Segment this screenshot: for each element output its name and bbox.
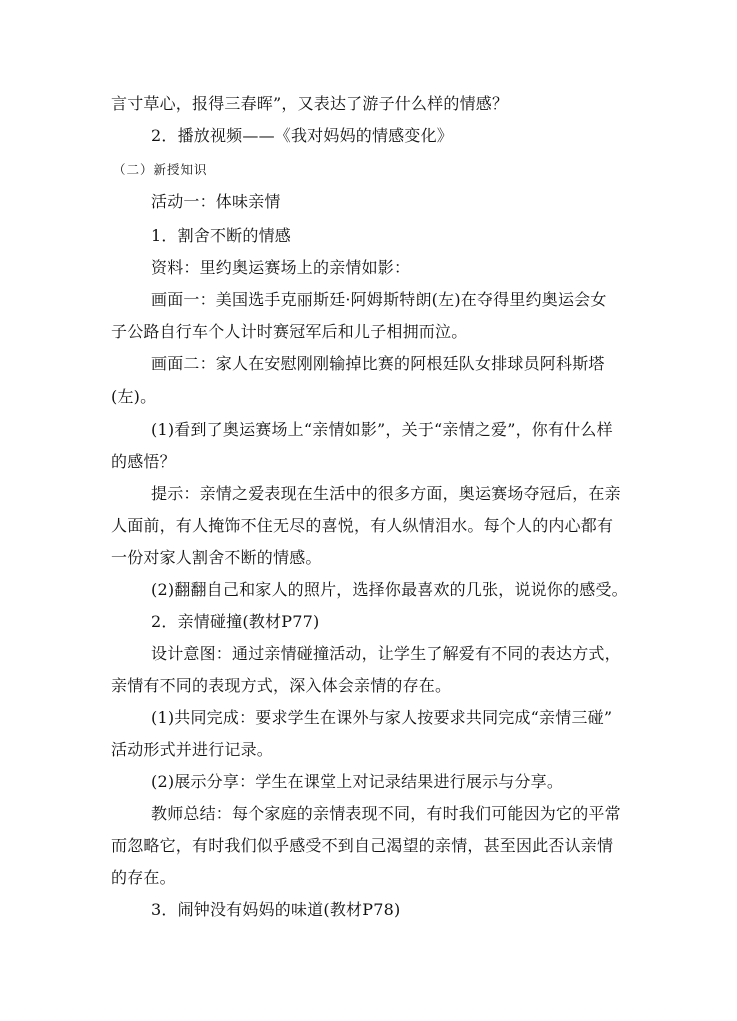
text-line: 人面前，有人掩饰不住无尽的喜悦，有人纵情泪水。每个人的内心都有 <box>111 516 614 535</box>
text-line: 2．亲情碰撞(教材P77) <box>151 612 320 631</box>
text-line: 提示：亲情之爱表现在生活中的很多方面，奥运赛场夺冠后，在亲 <box>151 484 621 503</box>
text-line: 活动形式并进行记录。 <box>111 740 274 759</box>
text-line: 资料：里约奥运赛场上的亲情如影： <box>151 258 411 277</box>
text-line: (2)展示分享：学生在课堂上对记录结果进行展示与分享。 <box>151 772 564 791</box>
text-line: 子公路自行车个人计时赛冠军后和儿子相拥而泣。 <box>111 322 468 341</box>
text-line: (左)。 <box>111 387 157 406</box>
section-heading: （二）新授知识 <box>113 162 208 177</box>
text-line: (1)看到了奥运赛场上“亲情如影”，关于“亲情之爱”，你有什么样 <box>151 420 613 439</box>
text-line: 教师总结：每个家庭的亲情表现不同，有时我们可能因为它的平常 <box>151 804 621 823</box>
text-line: 的存在。 <box>111 868 176 887</box>
text-line: 画面一：美国选手克丽斯廷·阿姆斯特朗(左)在夺得里约奥运会女 <box>151 290 607 309</box>
text-line: 2．播放视频——《我对妈妈的情感变化》 <box>151 126 453 145</box>
text-line: 一份对家人割舍不断的情感。 <box>111 548 322 567</box>
text-line: 画面二：家人在安慰刚刚输掉比赛的阿根廷队女排球员阿科斯塔 <box>151 354 605 373</box>
text-line: (2)翻翻自己和家人的照片，选择你最喜欢的几张，说说你的感受。 <box>151 580 628 599</box>
text-line: 亲情有不同的表现方式，深入体会亲情的存在。 <box>111 676 452 695</box>
text-line: 而忽略它，有时我们似乎感受不到自己渴望的亲情，甚至因此否认亲情 <box>111 836 614 855</box>
text-line: 活动一：体味亲情 <box>151 192 281 211</box>
text-line: 1．割舍不断的情感 <box>151 226 291 245</box>
text-line: 言寸草心，报得三春晖”，又表达了游子什么样的情感？ <box>111 94 509 113</box>
text-line: 的感悟？ <box>111 452 176 471</box>
text-line: (1)共同完成：要求学生在课外与家人按要求共同完成“亲情三碰” <box>151 708 613 727</box>
text-line: 3．闹钟没有妈妈的味道(教材P78) <box>151 900 401 919</box>
text-line: 设计意图：通过亲情碰撞活动，让学生了解爱有不同的表达方式， <box>151 644 621 663</box>
